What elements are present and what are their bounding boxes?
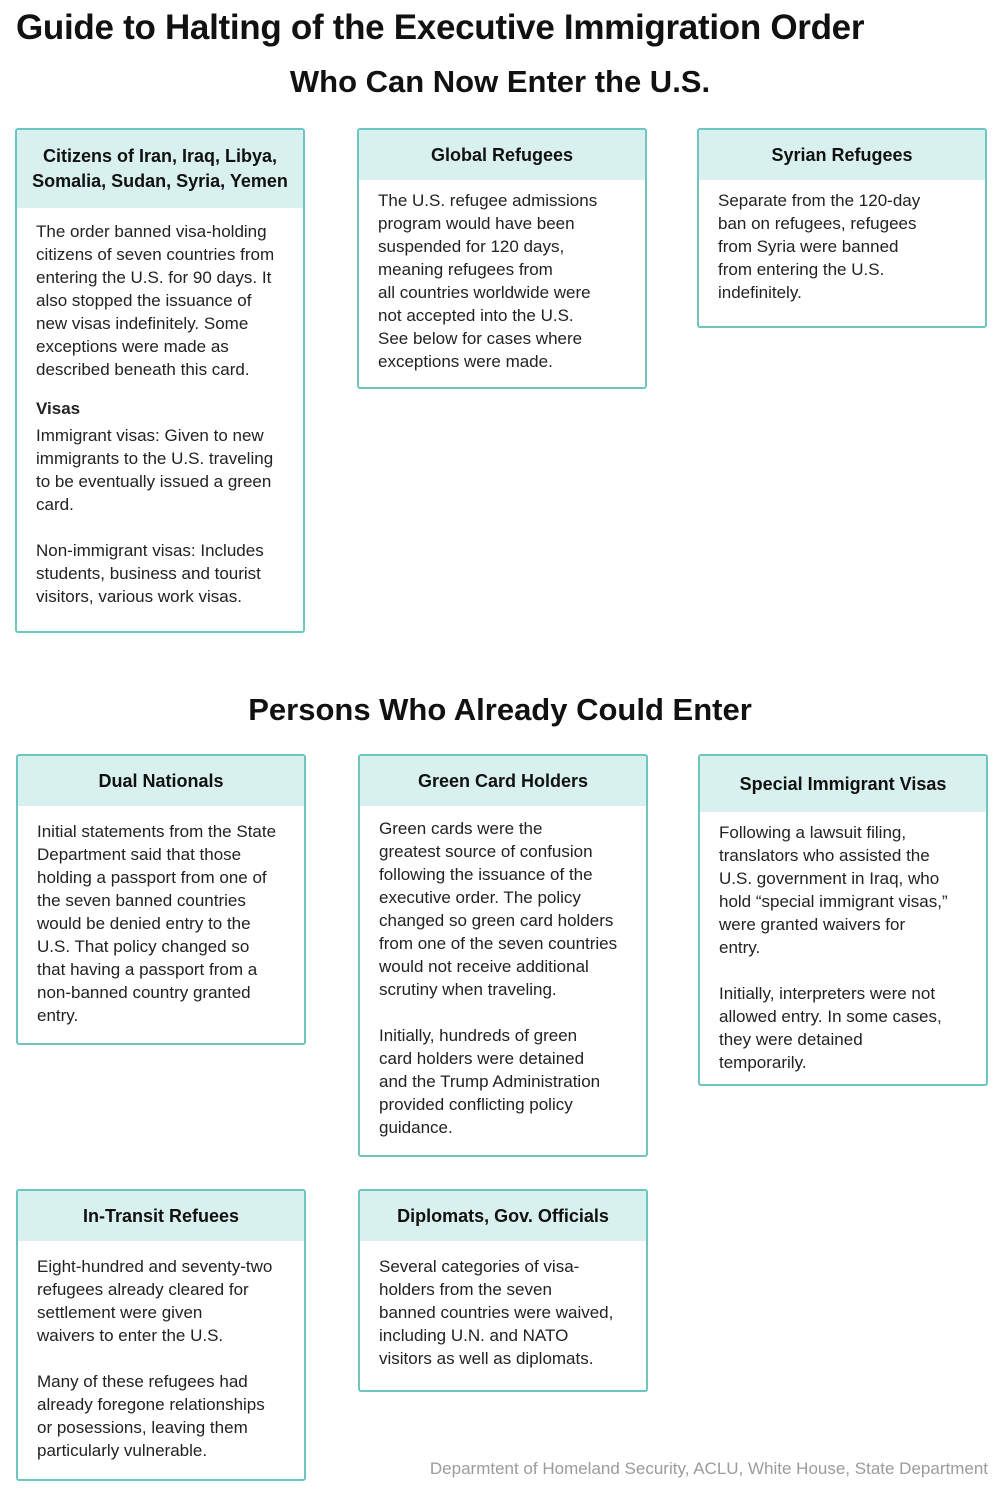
card-heading: Green Card Holders (360, 756, 646, 806)
card-dual-nationals (16, 754, 306, 1045)
card-heading: Syrian Refugees (699, 130, 985, 180)
card-heading: Global Refugees (359, 130, 645, 180)
card-heading: Diplomats, Gov. Officials (360, 1191, 646, 1241)
card-in-transit-refugees (16, 1189, 306, 1481)
card-body-text: Following a lawsuit filing, translators who assisted the U.S. government in Iraq, who hold “special immigrant visas,” were granted waivers for entry. (719, 823, 948, 957)
card-green-card-holders (358, 754, 648, 1157)
card-special-immigrant-visas (698, 754, 988, 1086)
card-syrian-refugees (697, 128, 987, 328)
section-title-who-can-enter: Who Can Now Enter the U.S. (289, 64, 711, 99)
card-body-text: Green cards were the greatest source of confusion following the issuance of the executive order. The policy changed so green card holders from one of the seven countries would not receive additional scrutiny when traveling. (379, 819, 618, 999)
card-global-refugees (357, 128, 647, 389)
card-body-text: Many of these refugees had already foregone relationships or posessions, leaving them particularly vulnerable. (37, 1372, 265, 1460)
card-body-text: The U.S. refugee admissions program would have been suspended for 120 days, meaning refugees from all countries worldwide were not accepted into the U.S. See below for cases where exceptions were made. (378, 191, 598, 371)
source-credit: Deparmtent of Homeland Security, ACLU, White House, State Department (429, 1459, 988, 1478)
card-body-text: Initially, hundreds of green card holders were detained and the Trump Administration provided conflicting policy guidance. (379, 1026, 601, 1137)
card-diplomats-officials (358, 1189, 648, 1392)
card-seven-countries (15, 128, 305, 633)
card-body-text: Immigrant visas: Given to new immigrants to the U.S. traveling to be eventually issued a green card. (36, 426, 274, 514)
card-heading: Citizens of Iran, Iraq, Libya, Somalia, Sudan, Syria, Yemen (17, 130, 303, 208)
page-title: Guide to Halting of the Executive Immigration Order (16, 8, 865, 47)
card-heading: In-Transit Refuees (18, 1191, 304, 1241)
card-body-text: The order banned visa-holding citizens of seven countries from entering the U.S. for 90 days. It also stopped the issuance of new visas indefinitely. Some exceptions were made as described beneath this card. (36, 222, 275, 379)
card-heading: Dual Nationals (18, 756, 304, 806)
card-body-text: Non-immigrant visas: Includes students, business and tourist visitors, various work visas. (36, 541, 264, 606)
card-body-text: Initial statements from the State Department said that those holding a passport from one of the seven banned countries would be denied entry to the U.S. That policy changed so that having a passport from a non-banned country granted entry. (37, 822, 277, 1025)
card-body-text: Several categories of visa- holders from the seven banned countries were waived, including U.N. and NATO visitors as well as diplomats. (379, 1257, 614, 1368)
card-subheading: Visas (36, 399, 81, 418)
section-title-already-could-enter: Persons Who Already Could Enter (248, 692, 752, 727)
card-body-text: Initially, interpreters were not allowed entry. In some cases, they were detained temporarily. (719, 984, 942, 1072)
card-body-text: Eight-hundred and seventy-two refugees already cleared for settlement were given waivers to enter the U.S. (37, 1257, 273, 1345)
card-body-text: Separate from the 120-day ban on refugees, refugees from Syria were banned from entering the U.S. indefinitely. (718, 191, 921, 302)
card-heading: Special Immigrant Visas (700, 756, 986, 812)
